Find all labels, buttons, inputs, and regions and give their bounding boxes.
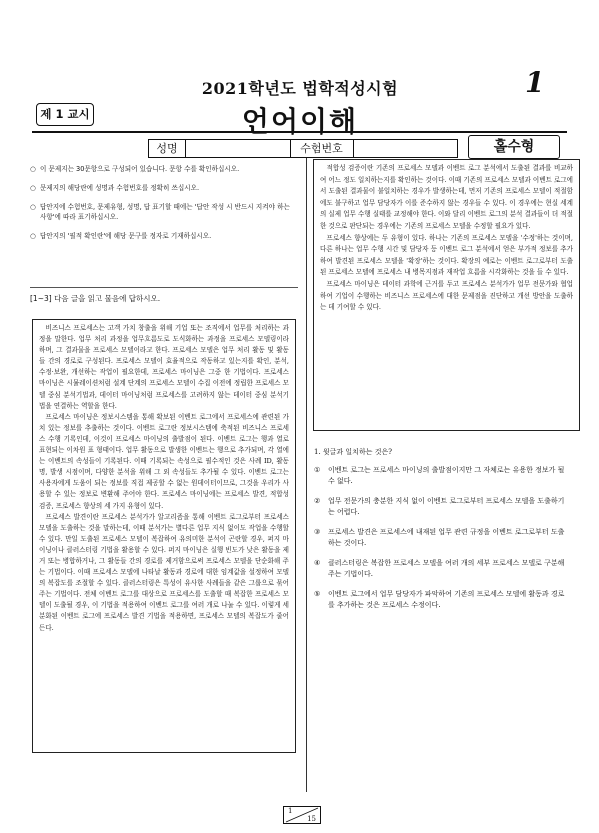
choice-marker: ①	[314, 465, 321, 474]
choice-text: 업무 전문가의 충분한 지식 없이 이벤트 로그로부터 프로세스 모델을 도출하기는 어렵다.	[328, 496, 565, 516]
passage-paragraph: 프로세스 마이닝은 데이터 과학에 근거를 두고 프로세스 분석가가 업무 전문가와 협업하여 기업이 수행하는 비즈니스 프로세스에 대한 문제점을 진단하고 개선 방안을 도출하는 데 기여할 수 있다.	[320, 279, 573, 312]
page-indicator	[283, 806, 321, 824]
instruction-item: ○ 문제지의 해당란에 성명과 수험번호를 정확히 쓰십시오.	[30, 183, 298, 193]
passage-paragraph: 비즈니스 프로세스는 고객 가치 창출을 위해 기업 또는 조직에서 업무를 처리하는 과정을 말한다. 업무 처리 과정을 업무흐름도로 도식화하는 과정을 프로세스 모델링이라 하며, 그 결과물을 프로세스 모델이라고 한다. 프로세스 모델은 업무 처리 활동 및 활동들 간의 경로로 구성된다. 프로세스 모델이 효율적으로 작동하고 있는지를 확인, 분석, 수정·보완, 개선하는 작업이 필요한데, 프로세스 마이닝은 그중 한 기법이다. 프로세스 마이닝은 시뮬레이션처럼 설계 단계의 프로세스 모델이 수집 이전에 정립한 프로세스 모델 중심 분석기법과, 데이터 마이닝처럼 프로세스를 고려하지 않는 데이터 중심 분석기법을 연결하는 역할을 한다.	[39, 324, 289, 410]
choice-text: 이벤트 로그는 프로세스 마이닝의 출발점이지만 그 자체로는 유용한 정보가 될 수 없다.	[328, 465, 565, 485]
question-1	[314, 447, 569, 620]
passage-paragraph: 적합성 검증이란 기존의 프로세스 모델과 이벤트 로그 분석에서 도출된 결과를 비교하여 어느 정도 일치하는지를 확인하는 것이다. 이때 기존의 프로세스 모델과 이벤트 로그에서 도출된 결과물이 불일치하는 경우가 발생하는데, 먼저 기존의 프로세스 모델이 적절함에도 불구하고 업무 담당자가 이를 준수하지 않는 경우들 수 있다. 이 경우에는 현실 세계의 실제 업무 수행 실태를 교정해야 한다. 이와 달리 이벤트 로그의 분석 결과들이 더 적절한 것으로 판단되는 경우에는 기존의 프로세스 모델을 수정할 필요가 있다.	[320, 164, 573, 230]
choice-marker: ②	[314, 496, 321, 505]
name-id-row	[148, 139, 458, 158]
passage-paragraph: 프로세스 발견이란 프로세스 분석가가 알고리즘을 통해 이벤트 로그로부터 프로세스 모델을 도출하는 것을 말하는데, 이때 분석가는 별다른 업무 지식 없이도 작업을 수행할 수 있다. 만일 도출된 프로세스 모델이 복잡하여 유의미한 분석이 곤란할 경우, 퍼지 마이닝이나 클러스터링 기법을 활용할 수 있다. 퍼지 마이닝은 실행 빈도가 낮은 활동을 제거 또는 병합하거나, 그 활동들 간의 경로를 제거함으로써 프로세스 모델을 단순화해 주는 기법이다. 이때 프로세스 모델에 나타날 활동과 경로에 대한 임계값을 설정하여 모델의 복잡도를 조절할 수 있다. 클러스터링은 특성이 유사한 사례들을 같은 그룹으로 묶어주는 기법이다. 전체 이벤트 로그를 대상으로 프로세스를 도출할 때 복잡한 프로세스 모델이 도출될 경우, 이 기법을 적용하여 이벤트 로그를 여러 개로 나눌 수 있다. 이렇게 세분화된 이벤트 로그에 프로세스 발견 기법을 적용하면, 프로세스 모델의 복잡도가 줄어든다.	[39, 512, 289, 632]
answer-choice-5[interactable]	[314, 589, 569, 612]
section-heading: [1~3] 다음 글을 읽고 물음에 답하시오.	[30, 294, 161, 303]
header-divider	[32, 131, 567, 133]
question-stem: 1. 윗글과 일치하는 것은?	[314, 448, 392, 456]
passage-paragraph: 프로세스 마이닝은 정보시스템을 통해 확보된 이벤트 로그에서 프로세스에 관련된 가치 있는 정보를 추출하는 것이다. 이벤트 로그란 정보시스템에 축적된 비즈니스 프로세스 수행 기록인데, 이것이 프로세스 마이닝의 출발점이 된다. 이벤트 로그는 행과 열로 표현되는 이차원 표 형태이다. 업무 활동으로 발생한 이벤트는 행으로 추가되며, 각 열에는 이벤트의 속성들이 기록된다. 이때 기록되는 속성으로 필수적인 것은 사례 ID, 활동명, 발생 시점이며, 다양한 분석을 위해 그 외 속성들도 추가될 수 있다. 이벤트 로그는 사용자에게 도움이 되는 정보를 직접 제공할 수 없는 원데이터이므로, 그것을 우리가 사용할 수 있는 정보로 변환해 주어야 한다. 프로세스 마이닝에는 프로세스 발견, 적합성 검증, 프로세스 향상의 세 가지 유형이 있다.	[39, 412, 289, 510]
id-label: 수험번호	[290, 140, 354, 157]
choice-marker: ③	[314, 527, 321, 536]
answer-choice-2[interactable]	[314, 496, 569, 519]
choice-text: 이벤트 로그에서 업무 담당자가 파악하여 기존의 프로세스 모델에 활동과 경로를 추가하는 것은 프로세스 수정이다.	[328, 589, 565, 609]
answer-choice-3[interactable]	[314, 527, 569, 550]
session-badge: 제 1 교시	[36, 103, 94, 126]
instruction-item: ○ 답안지에 수험번호, 문제유형, 성명, 답 표기할 때에는 '답안 작성 시 반드시 지켜야 하는 사항'에 따라 표기하십시오.	[30, 202, 298, 222]
exam-title: 2021학년도 법학적성시험	[201, 79, 399, 98]
column-divider	[306, 158, 307, 792]
instruction-item: ○ 답안지의 '필적 확인란'에 해당 문구를 정자로 기재하십시오.	[30, 231, 298, 241]
passage-paragraph: 프로세스 향상에는 두 유형이 있다. 하나는 기존의 프로세스 모델을 '수정'하는 것이며, 다른 하나는 업무 수행 시간 및 담당자 등 이벤트 로그 분석에서 얻은 부가적 정보를 추가하여 발견된 프로세스 모델을 '확장'하는 것이다. 확장의 예로는 이벤트 로그로부터 도출된 프로세스 모델에 프로세스 내 병목지점과 재작업 흐름을 시각화하는 것을 들 수 있다.	[320, 233, 573, 277]
choice-text: 클러스터링은 복잡한 프로세스 모델을 여러 개의 세부 프로세스 모델로 구분해 주는 기법이다.	[328, 558, 565, 578]
passage-continued-box	[313, 159, 580, 431]
passage-box	[32, 319, 296, 753]
answer-choice-1[interactable]	[314, 465, 569, 488]
name-label: 성명	[149, 140, 186, 157]
instructions-list	[30, 164, 298, 250]
choice-marker: ⑤	[314, 589, 321, 598]
instructions-divider	[30, 287, 298, 288]
name-field[interactable]	[186, 140, 290, 157]
subject-title: 언어이해	[241, 105, 359, 138]
choice-text: 프로세스 발견은 프로세스에 내재된 업무 관련 규정을 이벤트 로그로부터 도출하는 것이다.	[328, 527, 565, 547]
answer-choice-4[interactable]	[314, 558, 569, 581]
total-pages: 15	[307, 815, 316, 823]
page-number: 1	[525, 66, 545, 99]
choice-marker: ④	[314, 558, 321, 567]
booklet-type-badge: 홀수형	[468, 135, 560, 159]
current-page: 1	[288, 807, 293, 815]
instruction-item: ○ 이 문제지는 30문항으로 구성되어 있습니다. 문항 수를 확인하십시오.	[30, 164, 298, 174]
id-field[interactable]	[354, 140, 458, 157]
